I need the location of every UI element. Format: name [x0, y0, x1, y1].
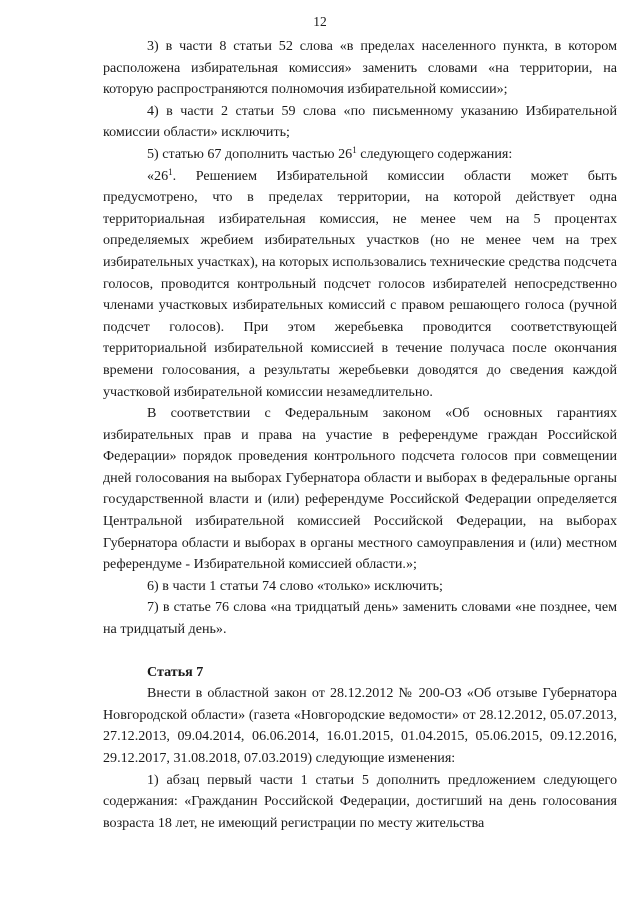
paragraph-federal-law: В соответствии с Федеральным законом «Об основных гарантиях избирательных прав и права на участие в референдуме граждан Российской Федерации» порядок проведения контрольного подсчета голосов при совмещении дней голосования на выборах Губернатора области и выборах в федеральные органы государственной власти и (или) референдуме Российской Федерации определяется Центральной избирательной комиссией Российской Федерации, на выборах Губернатора области и выборах в органы местного самоуправления и (или) местном референдуме - Избирательной комиссией области.»;: [103, 405, 617, 573]
part-26-number: «26: [147, 167, 169, 184]
item-5-text-end: следующего содержания:: [356, 145, 513, 162]
article-7-intro: Внести в областной закон от 28.12.2012 № 200-ОЗ «Об отзыве Губернатора Новгородской области» (газета «Новгородские ведомости» от 28.12.2012, 05.07.2013, 27.12.2013, 09.04.2014, 06.06.2014, 16.01.2015, 01.04.2015, 05.06.2015, 09.12.2016, 29.12.2017, 31.08.2018, 07.03.2019) следующие изменения:: [103, 685, 617, 766]
part-26-text: . Решением Избирательной комиссии области может быть предусмотрено, что в пределах территории, на которой действует одна территориальная избирательная комиссия, не менее чем на 5 процентах определяемых жребием избирательных участков (но не менее чем на трех избирательных участках), на которых использовались технические средства подсчета голосов, проводится контрольный подсчет голосов избирателей непосредственно членами участковых избирательных комиссий с правом решающего голоса (ручной подсчет голосов). При этом жеребьевка проводится соответствующей территориальной избирательной комиссией в течение получаса после окончания времени голосования, а результаты жеребьевки доводятся до сведения каждой участковой избирательной комиссии незамедлительно.: [103, 167, 617, 400]
paragraph-part-26-1: [103, 166, 617, 404]
paragraph-item-6: 6) в части 1 статьи 74 слово «только» исключить;: [147, 577, 443, 594]
document-body: [103, 36, 617, 834]
paragraph-item-5: [103, 144, 617, 166]
item-5-text: 5) статью 67 дополнить частью 26: [147, 145, 353, 162]
paragraph-item-3: 3) в части 8 статьи 52 слова «в пределах населенного пункта, в котором расположена избирательная комиссия» заменить словами «на территории, на которую распространяются полномочия избирательной комиссии»;: [103, 38, 617, 98]
paragraph-item-7: 7) в статье 76 слова «на тридцатый день» заменить словами «не позднее, чем на тридцатый день».: [103, 599, 617, 638]
article-7-item-1: 1) абзац первый части 1 статьи 5 дополнить предложением следующего содержания: «Гражданин Российской Федерации, достигший на день голосования возраста 18 лет, не имеющий регистрации по месту жительства: [103, 771, 617, 831]
paragraph-item-4: 4) в части 2 статьи 59 слова «по письменному указанию Избирательной комиссии области» исключить;: [103, 102, 617, 141]
section-spacer: [103, 641, 617, 662]
page-number: 12: [313, 14, 327, 29]
item-5-superscript: 1: [352, 144, 357, 155]
part-26-superscript: 1: [168, 166, 173, 177]
article-7-heading: Статья 7: [147, 663, 204, 680]
